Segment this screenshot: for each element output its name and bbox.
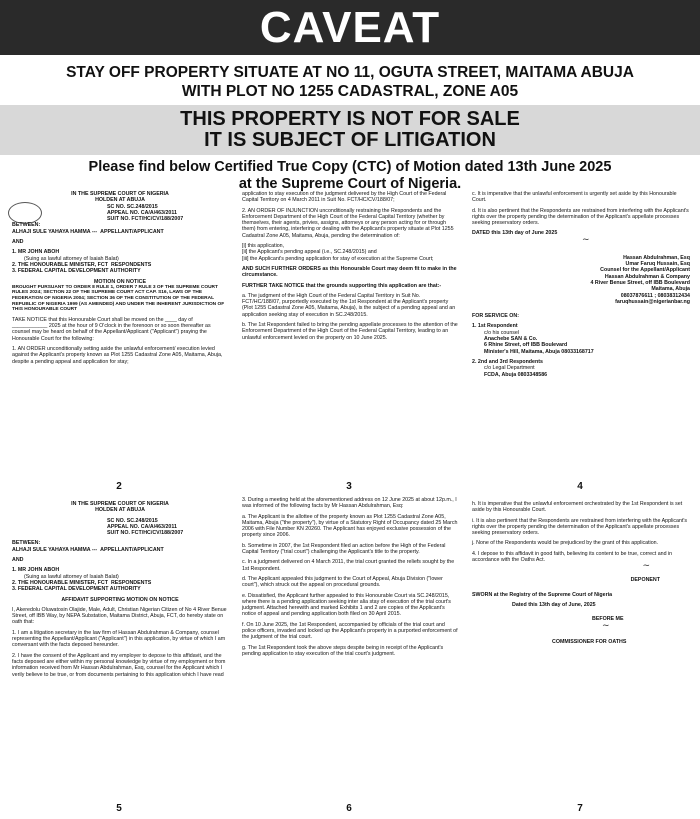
service-heading: FOR SERVICE ON:	[472, 313, 519, 320]
further-take-notice: FURTHER TAKE NOTICE that the grounds supporting this application are that:-	[242, 282, 442, 289]
service-1-line-5: Minister's Hill, Maitama, Abuja 08033168717	[484, 348, 594, 355]
order-1-continued: application to stay execution of the judgment delivered by the High Court of the Federal Capital Territory on 4 March 2011 in Suit No. FCT/HC/CV/188/07;	[242, 191, 447, 204]
firm-address: 4 River Benue Street, off IBB Boulevard	[590, 279, 690, 286]
affidavit-intro: I, Akeredolu Oluwatosin Olajide, Male, Adult, Christian Nigerian Citizen of No 4 River Benue Street, off IBB Way, by NEPA Substation, Maitama District, Abuja, FCT, do hereby state on oath that:	[12, 606, 227, 626]
page-3	[234, 188, 464, 494]
court-location: HOLDEN AT ABUJA	[95, 197, 145, 204]
appellant-role: APPELLANT/APPLICANT	[100, 546, 164, 553]
deponent-label: DEPONENT	[630, 577, 660, 584]
further-orders: AND SUCH FURTHER ORDERS as this Honourable Court may deem fit to make in the circumstance.	[242, 265, 457, 279]
ctc-line-2: at the Supreme Court of Nigeria.	[238, 176, 462, 192]
respondent-1: 1. MR JOHN ABOH	[12, 567, 60, 574]
affidavit-title: AFFIDAVIT SUPPORTING MOTION ON NOTICE	[61, 596, 179, 603]
respondent-3: 3. FEDERAL CAPITAL DEVELOPMENT AUTHORITY	[12, 268, 141, 275]
firm-city: Maitama, Abuja	[651, 286, 690, 293]
counsel-signature: ~	[582, 234, 590, 245]
motion-title: MOTION ON NOTICE	[93, 278, 147, 285]
page-4	[464, 188, 696, 494]
page-number: 5	[116, 802, 122, 814]
between-label: BETWEEN:	[12, 222, 41, 229]
appellant-role: APPELLANT/APPLICANT	[100, 228, 164, 235]
commissioner-label: COMMISSIONER FOR OATHS	[552, 638, 627, 645]
counsel-2: Umar Faruq Hussain, Esq	[625, 261, 690, 268]
page-number: 7	[577, 802, 583, 814]
document-pages-grid	[4, 188, 696, 816]
appeal-number: APPEAL NO. CA/A/463/2011	[107, 523, 177, 530]
firm-email: faruqhussain@nigerianbar.ng	[615, 298, 690, 305]
page-number: 3	[346, 480, 352, 492]
fact-h: h. It is imperative that the unlawful enforcement orchestrated by the 1st Respondent is set aside by this Honourable Court.	[472, 501, 683, 514]
fact-c: c. In a judgment delivered on 4 March 2011, the trial court granted the reliefs sought by the 1st Respondent.	[242, 559, 455, 572]
respondent-1-note: (Suing as lawful attorney of Isaiah Balat)	[24, 255, 119, 262]
affidavit-para-2: 2. I have the consent of the Applicant and my employer to depose to this affidavit, and the facts deposed are either within my personal knowledge by virtue of my employment or from information received from Mr Hassan Abdulrahman, Esq, counsel for the Applicant which I verily believe to be true, or from documents pertaining to this application which I have read	[12, 652, 226, 678]
commissioner-signature: ~	[602, 620, 610, 631]
appellant-name: ALHAJI SULE YAHAYA HAMMA ---	[12, 228, 98, 235]
fact-j: j. None of the Respondents would be prejudiced by the grant of this application.	[472, 540, 659, 547]
deponent-signature: ~	[642, 561, 650, 572]
respondent-1: 1. MR JOHN ABOH	[12, 249, 60, 256]
respondents-label: RESPONDENTS	[110, 579, 152, 586]
service-1-line-3: Anachebe SAN & Co.	[484, 336, 538, 343]
order-1: 1. AN ORDER unconditionally setting aside the unlawful enforcement/ execution levied against the Applicant's property known as Plot 1255 Cadastral Zone A05, Maitama, Abuja, despite a pending appeal and application for stay;	[12, 346, 223, 365]
take-notice: TAKE NOTICE that this Honourable Court shall be moved on the ____ day of ____________ 2025 at the hour of 9 O'clock in the forenoon or so soon thereafter as counsel may be heard on behalf of the Appellant/Applicant ("Applicant") praying the Honourable Court for the following:	[12, 316, 211, 342]
respondent-3: 3. FEDERAL CAPITAL DEVELOPMENT AUTHORITY	[12, 586, 141, 593]
counsel-role: Counsel for the Appellant/Applicant	[600, 267, 690, 274]
court-location: HOLDEN AT ABUJA	[95, 507, 145, 514]
page-2	[4, 188, 234, 494]
respondent-2: 2. THE HONOURABLE MINISTER, FCT	[12, 261, 108, 268]
affidavit-para-3: 3. During a meeting held at the aforementioned address on 12 June 2025 at about 12p.m., I was informed of the following facts by Mr Hassan Abdulrahman, Esq:	[242, 497, 457, 510]
affidavit-para-1: 1. I am a litigation secretary in the law firm of Hassan Abdulrahman & Company, counsel representing the Appellant/Applicant ("Applicant") in this application, by virtue of which I am conversant with the facts deposed hereunder.	[12, 629, 226, 649]
fact-a: a. The Applicant is the allottee of the property known as Plot 1255 Cadastral Zone A05, Maitama, Abuja ("the property"), by virtue of a Statutory Right of Occupancy dated 25 March 2006 with File Number KN 20260. The Applicant has enjoyed exclusive possession of the property since 2006.	[242, 513, 458, 539]
service-2-line-3: FCDA, Abuja 0803348586	[484, 371, 548, 378]
fact-b: b. Sometime in 2007, the 1st Respondent filed an action before the High of the Federal Capital Territory ("trial court") challenging the Applicant's title to the property.	[242, 542, 446, 556]
firm-phone: 08037876611 ; 08038312434	[620, 292, 690, 299]
page-number: 2	[116, 480, 122, 492]
court-name: IN THE SUPREME COURT OF NIGERIA	[71, 501, 169, 507]
banner-line-1: THIS PROPERTY IS NOT FOR SALE	[180, 108, 520, 130]
respondent-2: 2. THE HONOURABLE MINISTER, FCT	[12, 579, 108, 586]
ground-b: b. The 1st Respondent failed to bring the pending appellate processes to the attention of the Enforcement Department of the High Court of the Federal Capital Territory, leading to an unlawful enforcement levied on the property on 10 June 2025.	[242, 322, 458, 341]
fact-f: f. On 10 June 2025, the 1st Respondent, accompanied by officials of the trial court and police officers, invaded and locked up the Applicant's property in a purported enforcement of the judgment of the trial court.	[242, 621, 458, 641]
service-1-line-2: c/o his counsel	[484, 329, 520, 336]
sworn-statement: SWORN at the Registry of the Supreme Court of Nigeria	[472, 591, 613, 598]
and-label: AND	[12, 557, 24, 564]
respondents-label: RESPONDENTS	[110, 261, 152, 268]
order-2-item-i: [i] this application,	[242, 243, 285, 250]
suit-number: SUIT NO. FCT/HC/CV/188/2007	[107, 530, 184, 537]
court-name: IN THE SUPREME COURT OF NIGERIA	[71, 191, 169, 197]
sworn-date: Dated this 13th day of June, 2025	[512, 601, 596, 608]
before-me: BEFORE ME	[592, 616, 624, 623]
fact-g: g. The 1st Respondent took the above steps despite being in receipt of the Applicant's pending application to stay execution of the trial court's judgment.	[242, 644, 444, 657]
banner-line-2: IT IS SUBJECT OF LITIGATION	[204, 129, 496, 151]
litigation-banner	[0, 105, 700, 155]
caveat-header: CAVEAT	[0, 0, 700, 55]
order-2: 2. AN ORDER OF INJUNCTION unconditionally restraining the Respondents and the Enforcement Department of the High Court of the Federal Capital Territory (whether by themselves, their agents, privies, assigns, attorneys or any person acting for or through them) from entering, interfering or dealing with the Applicant's property situate at Plot 1255 Cadastral Zone A05, Maitama, Abuja, pending the determination of:	[242, 207, 454, 239]
caveat-subtitle	[0, 55, 700, 105]
page-6	[234, 494, 464, 816]
page-number: 4	[577, 480, 583, 492]
and-label: AND	[12, 239, 24, 246]
ground-d: d. It is also pertinent that the Respondents are restrained from interfering with the Applicant's rights over the property pending the determination of the Applicant's appellate processes seeking preservatory orders.	[472, 207, 689, 227]
sc-number: SC NO. SC.248/2015	[107, 517, 158, 524]
sc-number: SC NO. SC.248/2015	[107, 203, 158, 210]
ctc-line-1: Please find below Certified True Copy (CTC) of Motion dated 13th June 2025	[88, 159, 612, 175]
respondent-1-note: (Suing as lawful attorney of Isaiah Balat)	[24, 573, 119, 580]
appeal-number: APPEAL NO. CA/A/463/2011	[107, 209, 177, 216]
ground-a: a. The judgment of the High Court of the Federal Capital Territory in Suit No. FCT/HC/188/07, purportedly executed by the 1st Respondent at the Applicant's property (Plot 1255 Cadastral Zone A05, Maitama, Abuja), is the subject of a pending appeal and an application seeking stay of execution in SC.248/2015.	[242, 292, 456, 318]
appellant-name: ALHAJI SULE YAHAYA HAMMA ---	[12, 546, 98, 553]
suit-number: SUIT NO. FCT/HC/CV/188/2007	[107, 216, 184, 223]
page-number: 6	[346, 802, 352, 814]
ground-c: c. It is imperative that the unlawful enforcement is urgently set aside by this Honourable Court.	[472, 191, 677, 204]
fact-i: i. It is also pertinent that the Respondents are restrained from interfering with the Applicant's rights over the property pending the determination of the Applicant's appellate processes seeking preservatory orders.	[472, 517, 688, 537]
counsel-1: Hassan Abdulrahman, Esq	[623, 254, 690, 261]
affidavit-para-4: 4. I depose to this affidavit in good faith, believing its content to be true, correct and in accordance with the Oaths Act.	[472, 550, 673, 564]
service-respondent-1: 1. 1st Respondent	[472, 323, 518, 330]
between-label: BETWEEN:	[12, 540, 41, 547]
service-2-line-2: c/o Legal Department	[484, 365, 535, 372]
page-5	[4, 494, 234, 816]
motion-date: DATED this 13th day of June 2025	[472, 230, 558, 237]
law-firm: Hassan Abdulrahman & Company	[604, 273, 690, 280]
service-respondent-2-3: 2. 2nd and 3rd Respondents	[472, 358, 543, 365]
service-1-line-4: 6 Rhine Street, off IBB Boulevard	[484, 342, 568, 349]
subtitle-line-1: STAY OFF PROPERTY SITUATE AT NO 11, OGUTA STREET, MAITAMA ABUJA	[66, 64, 634, 81]
page-7	[464, 494, 696, 816]
motion-basis: BROUGHT PURSUANT TO ORDER 8 RULE 1, ORDER 7 RULE 3 OF THE SUPREME COURT RULES 2024; SECTION 22 OF THE SUPREME COURT ACT CAP. S16, LAWS OF THE FEDERATION OF NIGERIA 2004; SECTION 36 OF THE CONSTITUTION OF THE FEDERAL REPUBLIC OF NIGERIA 1999 (AS AMENDED) AND UNDER THE INHERENT JURISDICTION OF THIS HONOURABLE COURT	[12, 284, 225, 313]
order-2-item-ii: [ii] the Applicant's pending appeal (i.e., SC.248/2015) and	[242, 249, 377, 256]
order-2-item-iii: [iii] the Applicant's pending application for stay of execution at the Supreme Court;	[242, 255, 434, 262]
registry-stamp	[8, 202, 42, 224]
subtitle-line-2: WITH PLOT NO 1255 CADASTRAL, ZONE A05	[181, 83, 519, 100]
fact-e: e. Dissatisfied, the Applicant further appealed to this Honourable Court via SC.248/2015, where there is a pending application seeking inter alia stay of execution of the trial court's judgment. Attached herewith and marked Exhibits 1 and 2 are copies of the Applicant's notice of appeal and pending application both filed on 30 April 2015.	[242, 592, 451, 618]
fact-d: d. The Applicant appealed this judgment to the Court of Appeal, Abuja Division ("lower court"), which struck out the appeal on procedural grounds.	[242, 575, 443, 589]
